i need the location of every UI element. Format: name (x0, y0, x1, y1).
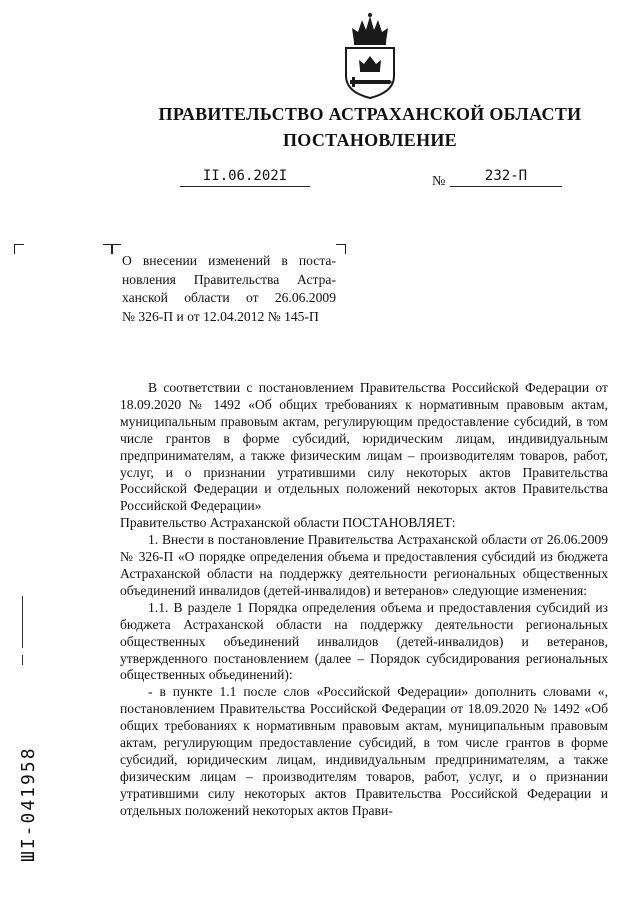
document-date: II.06.202I (180, 168, 310, 187)
document-type: ПОСТАНОВЛЕНИЕ (283, 130, 457, 150)
body-paragraph: В соответствии с постановлением Правительства Российской Федерации от 18.09.2020 № 1492 «Об общих требованиях к нормативным правовым актам, муниципальным правовым актам, регулирующим предоставление субсидий, в том числе грантов в форме субсидий, юридическим лицам, индивидуальным предпринимателям, а также физическим лицам – производителям товаров, работ, услуг, и о признании утратившими силу некоторых актов Правительства Российской Федерации и отдельных положений некоторых актов Правительства Российской Федерации» (120, 380, 608, 514)
subject-line: № 326-П и от 12.04.2012 № 145-П (122, 308, 319, 324)
subject-line: ханской области от 26.06.2009 (122, 290, 336, 305)
body-paragraph: Правительство Астраханской области ПОСТАНОВЛЯЕТ: (120, 515, 456, 531)
document-body (120, 380, 608, 820)
margin-line (22, 596, 23, 648)
subject-line: новления Правительства Астра- (122, 271, 336, 287)
document-number: 232-П (450, 168, 562, 187)
margin-line (22, 655, 23, 665)
organization-title: ПРАВИТЕЛЬСТВО АСТРАХАНСКОЙ ОБЛАСТИ (158, 104, 582, 124)
number-label: № (432, 174, 446, 189)
coat-of-arms-emblem (338, 12, 402, 100)
form-serial-number: ШI-041958 (18, 746, 39, 862)
subject-corner-mark (111, 244, 121, 254)
body-paragraph: 1.1. В разделе 1 Порядка определения объема и предоставления субсидий из бюджета Астраханской области на поддержку деятельности региональных общественных объединений инвалидов (детей-инвалидов) и ветеранов, утвержденного постановлением (далее – Порядок субсидирования региональных общественных объединений): (120, 599, 608, 683)
document-subject (122, 252, 336, 326)
subject-corner-mark (336, 244, 346, 254)
address-corner-mark (14, 244, 24, 254)
subject-line: О внесении изменений в поста- (122, 253, 336, 268)
body-paragraph: 1. Внести в постановление Правительства Астраханской области от 26.06.2009 № 326-П «О порядке определения объема и предоставления субсидий из бюджета Астраханской области на поддержку деятельности региональных общественных объединений инвалидов (детей-инвалидов) и ветеранов» следующие изменения: (120, 532, 608, 598)
body-paragraph: - в пункте 1.1 после слов «Российской Федерации» дополнить словами «, постановлением Правительства Российской Федерации от 18.09.2020 № 1492 «Об общих требованиях к нормативным правовым актам, муниципальным правовым актам, регулирующим предоставление субсидий, в том числе грантов в форме субсидий, юридическим лицам, индивидуальным предпринимателям, а также физическим лицам – производителям товаров, работ, услуг, и о признании утратившими силу некоторых актов Правительства Российской Федерации и отдельных положений некоторых актов Прави- (120, 684, 608, 818)
